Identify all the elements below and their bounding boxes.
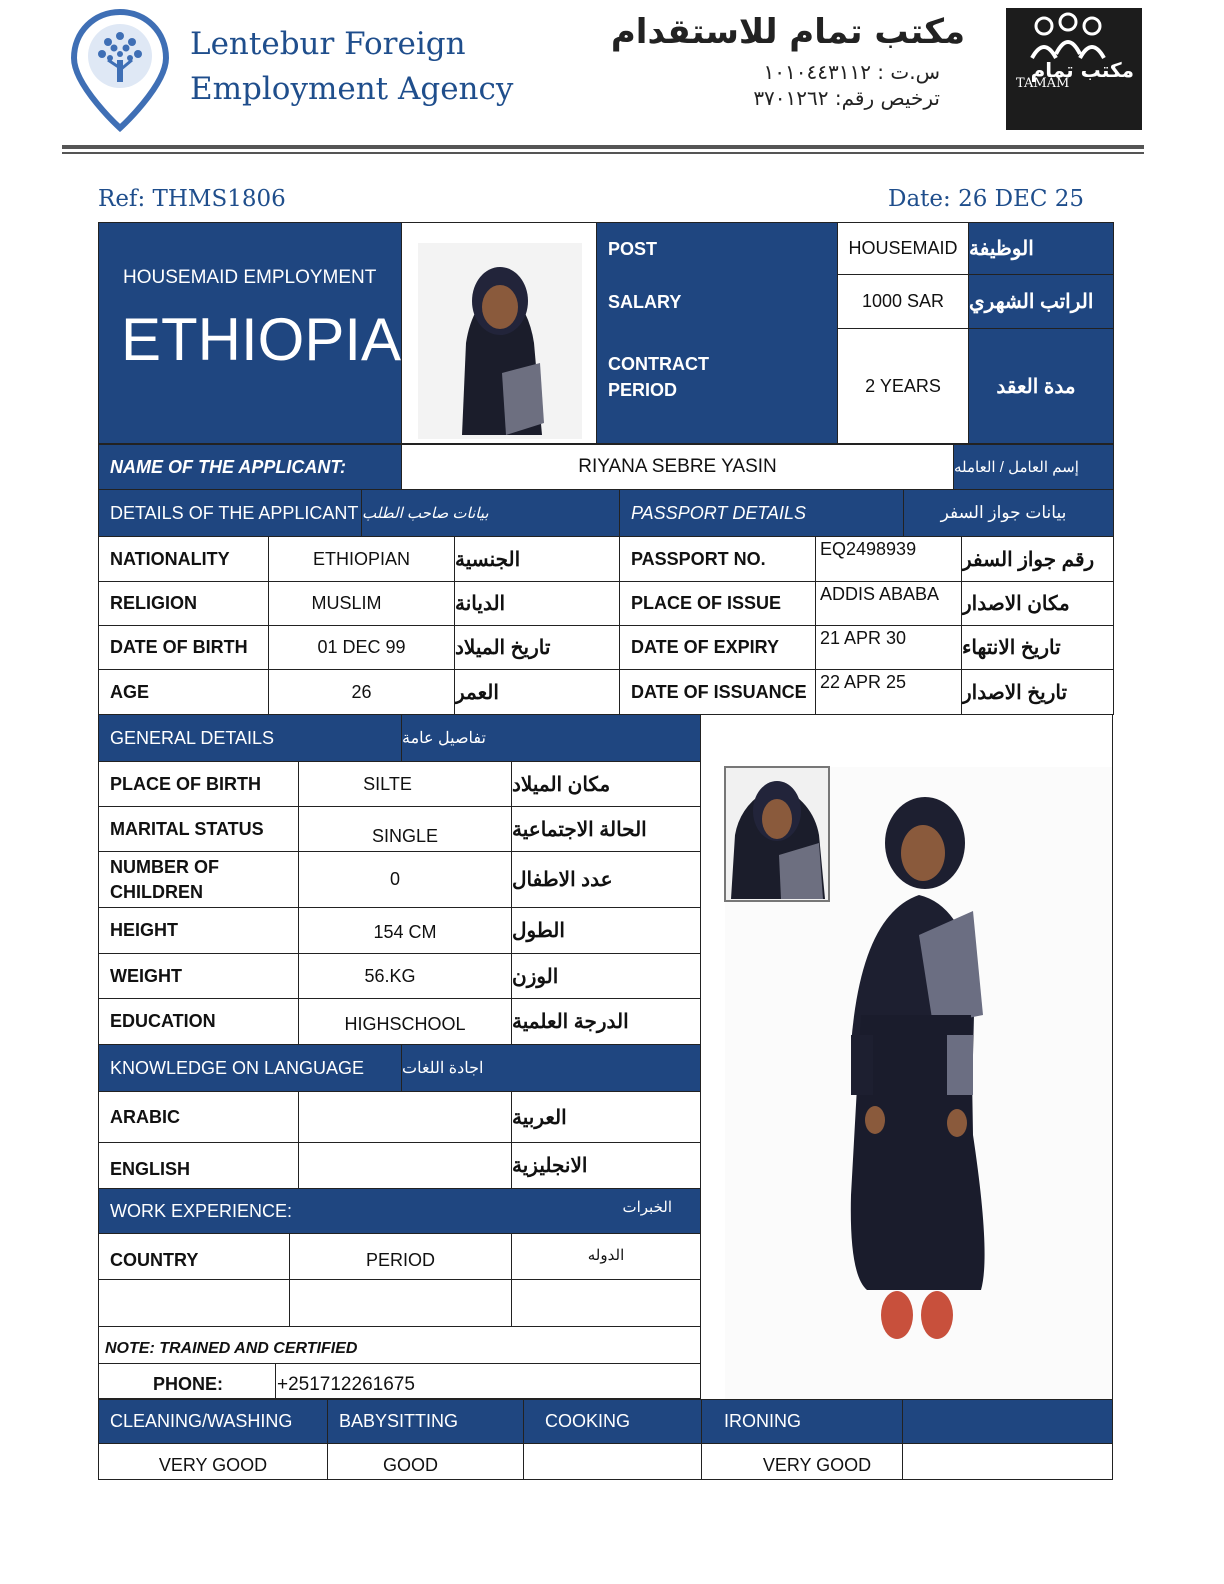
post-labels-panel: [596, 222, 838, 444]
contract-period-value: 2 YEARS: [837, 328, 969, 444]
skill-ironing-value: VERY GOOD: [701, 1443, 903, 1480]
language-header: KNOWLEDGE ON LANGUAGE: [98, 1044, 402, 1092]
tree-pin-icon: [70, 8, 170, 132]
date-of-issuance-value: 22 APR 25: [815, 669, 962, 715]
passport-number-label: PASSPORT NO.: [619, 536, 816, 582]
skill-cleaning-value: VERY GOOD: [98, 1443, 328, 1480]
skill-cleaning-label: CLEANING/WASHING: [98, 1399, 328, 1444]
hero-panel: [98, 222, 402, 444]
date-of-birth-arabic: تاريخ الميلاد: [454, 625, 620, 670]
date-of-birth-label: DATE OF BIRTH: [98, 625, 269, 670]
work-experience-header: WORK EXPERIENCE:: [98, 1188, 701, 1234]
skill-cooking-value: [523, 1443, 702, 1480]
arabic-language-value: [298, 1091, 512, 1143]
header-rule-thin: [62, 152, 1144, 154]
age-label: AGE: [98, 669, 269, 715]
document-date: Date: 26 DEC 25: [888, 186, 1085, 212]
skill-ironing-label: IRONING: [701, 1399, 903, 1444]
skill-extra-label: [902, 1399, 1113, 1444]
applicant-name-arabic: إسم العامل / العامله: [953, 444, 1114, 490]
place-of-issue-value: ADDIS ABABA: [815, 581, 962, 626]
nationality-arabic: الجنسية: [454, 536, 620, 582]
skill-babysitting-label: BABYSITTING: [327, 1399, 524, 1444]
age-arabic: العمر: [454, 669, 620, 715]
tamam-logo: [1006, 8, 1142, 130]
marital-status-arabic: الحالة الاجتماعية: [511, 806, 701, 852]
agency-name-line2: Employment Agency: [190, 71, 514, 107]
weight-value: 56.KG: [298, 953, 512, 999]
applicant-portrait: [401, 222, 597, 444]
weight-arabic: الوزن: [511, 953, 701, 999]
arabic-language-arabic: العربية: [511, 1091, 701, 1143]
arabic-office-name: مكتب تمام للاستقدام: [610, 12, 966, 52]
skill-babysitting-value: GOOD: [327, 1443, 524, 1480]
nationality-label: NATIONALITY: [98, 536, 269, 582]
phone-divider: [275, 1364, 276, 1398]
note-text: NOTE: TRAINED AND CERTIFIED: [98, 1326, 701, 1364]
date-of-issuance-arabic: تاريخ الاصدار: [961, 669, 1114, 715]
education-value: HIGHSCHOOL: [298, 998, 512, 1045]
post-arabic: الوظيفة: [968, 222, 1114, 275]
number-of-children-label: NUMBER OF CHILDREN: [98, 851, 299, 908]
applicant-name-label: NAME OF THE APPLICANT:: [98, 444, 402, 490]
religion-value: MUSLIM: [268, 581, 455, 626]
hero-subtitle: HOUSEMAID EMPLOYMENT: [123, 267, 377, 288]
salary-value: 1000 SAR: [837, 274, 969, 329]
education-arabic: الدرجة العلمية: [511, 998, 701, 1045]
education-label: EDUCATION: [98, 998, 299, 1045]
phone-label: PHONE:: [153, 1374, 224, 1394]
agency-name-line1: Lentebur Foreign: [190, 26, 466, 62]
date-of-expiry-value: 21 APR 30: [815, 625, 962, 670]
agency-name: [190, 22, 513, 112]
skill-extra-value: [902, 1443, 1113, 1480]
place-of-birth-value: SILTE: [298, 761, 512, 807]
work-country-header: COUNTRY: [98, 1233, 290, 1280]
post-value: HOUSEMAID: [837, 222, 969, 275]
salary-label: SALARY: [608, 292, 682, 312]
header-rule-thick: [62, 145, 1144, 149]
date-of-issuance-label: DATE OF ISSUANCE: [619, 669, 816, 715]
full-body-photo-icon: [701, 715, 1113, 1400]
date-of-expiry-arabic: تاريخ الانتهاء: [961, 625, 1114, 670]
passport-header-arabic: بيانات جواز السفر: [903, 489, 1114, 537]
height-arabic: الطول: [511, 907, 701, 954]
phone-value: +251712261675: [277, 1374, 415, 1395]
language-header-arabic: اجادة اللغات: [401, 1044, 701, 1092]
work-row-arabic: [511, 1279, 701, 1327]
place-of-issue-arabic: مكان الاصدار: [961, 581, 1114, 626]
arabic-license-number: ترخيص رقم: ٣٧٠١٢٦٢: [753, 86, 940, 110]
work-period-header: PERIOD: [289, 1233, 512, 1280]
reference-number: Ref: THMS1806: [98, 186, 286, 212]
skill-cooking-label: COOKING: [523, 1399, 702, 1444]
date-of-birth-value: 01 DEC 99: [268, 625, 455, 670]
work-row-period: [289, 1279, 512, 1327]
height-value: 154 CM: [298, 907, 512, 954]
agency-logo: [70, 8, 170, 132]
details-header-arabic: بيانات صاحب الطلب: [361, 489, 620, 537]
applicant-full-photo: [700, 714, 1113, 1400]
phone-row: [98, 1363, 701, 1399]
english-language-arabic: الانجليزية: [511, 1142, 701, 1189]
tamam-logo-text: TAMAM: [1016, 76, 1070, 91]
place-of-birth-arabic: مكان الميلاد: [511, 761, 701, 807]
portrait-photo-icon: [402, 223, 597, 444]
hero-country: ETHIOPIA: [121, 306, 402, 373]
arabic-language-label: ARABIC: [98, 1091, 299, 1143]
weight-label: WEIGHT: [98, 953, 299, 999]
arabic-cr-number: س.ت : ١٠١٠٤٤٣١١٢: [763, 60, 940, 84]
general-details-header-arabic: تفاصيل عامة: [401, 714, 701, 762]
marital-status-label: MARITAL STATUS: [98, 806, 299, 852]
work-row-country: [98, 1279, 290, 1327]
number-of-children-arabic: عدد الاطفال: [511, 851, 701, 908]
work-country-arabic: الدوله: [511, 1233, 701, 1280]
nationality-value: ETHIOPIAN: [268, 536, 455, 582]
english-language-value: [298, 1142, 512, 1189]
religion-label: RELIGION: [98, 581, 269, 626]
work-experience-header-arabic: الخبرات: [622, 1199, 672, 1216]
applicant-name-value: RIYANA SEBRE YASIN: [401, 444, 954, 490]
height-label: HEIGHT: [98, 907, 299, 954]
passport-header: PASSPORT DETAILS: [619, 489, 904, 537]
contract-period-arabic: مدة العقد: [968, 328, 1114, 444]
details-header: DETAILS OF THE APPLICANT: [98, 489, 362, 537]
contract-period-label: CONTRACT PERIOD: [608, 354, 709, 400]
number-of-children-value: 0: [298, 851, 512, 908]
age-value: 26: [268, 669, 455, 715]
passport-number-arabic: رقم جواز السفر: [961, 536, 1114, 582]
tamam-logo-arabic: مكتب تمام: [1030, 58, 1134, 82]
marital-status-value: SINGLE: [298, 806, 512, 852]
salary-arabic: الراتب الشهري: [968, 274, 1114, 329]
religion-arabic: الديانة: [454, 581, 620, 626]
passport-number-value: EQ2498939: [815, 536, 962, 582]
english-language-label: ENGLISH: [98, 1142, 299, 1189]
date-of-expiry-label: DATE OF EXPIRY: [619, 625, 816, 670]
place-of-issue-label: PLACE OF ISSUE: [619, 581, 816, 626]
place-of-birth-label: PLACE OF BIRTH: [98, 761, 299, 807]
general-details-header: GENERAL DETAILS: [98, 714, 402, 762]
post-label: POST: [608, 239, 658, 259]
